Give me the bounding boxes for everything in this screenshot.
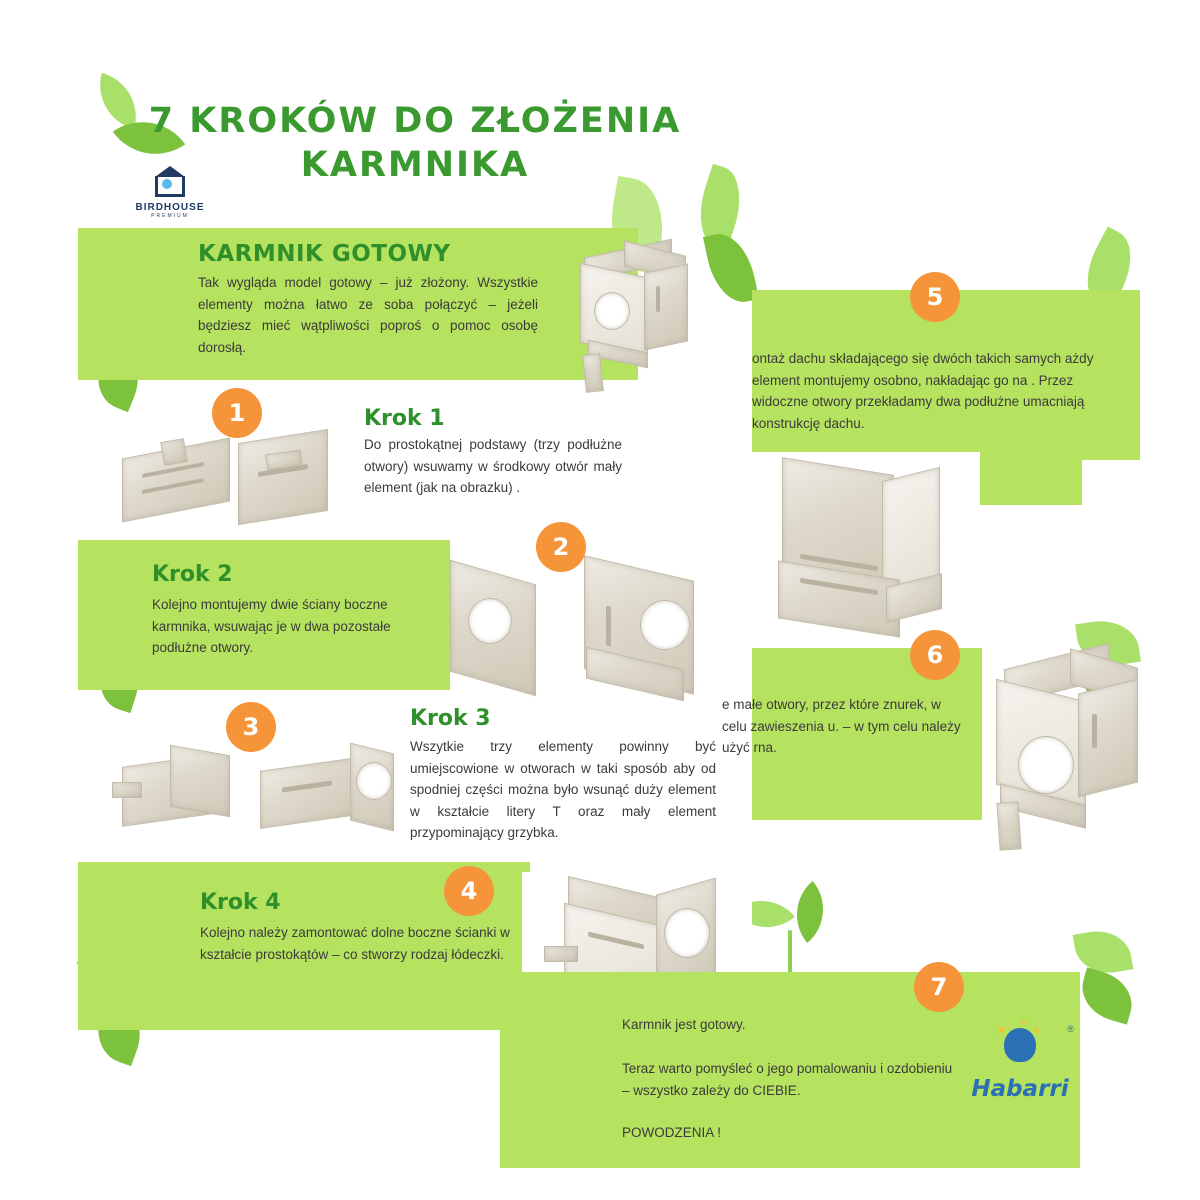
step3-body: Wszytkie trzy elementy powinny być umiejscowione w otworach w taki sposób aby od spodniej części można było wsunąć duży element w kształcie litery T oraz mały element przypominający grzybka.	[410, 739, 716, 841]
page-title-line2: KARMNIKA	[300, 144, 530, 185]
step3-title: Krok 3	[410, 706, 491, 731]
ready-section-title: KARMNIK GOTOWY	[198, 241, 451, 267]
step2-number: 2	[552, 533, 570, 561]
step4-body: Kolejno należy zamontować dolne boczne ścianki w kształcie prostokątów – co stworzy rodzaj łódeczki.	[200, 925, 510, 962]
step4-number-badge	[444, 866, 494, 916]
step6-hanging-holes-photo	[974, 644, 1174, 864]
page-title-line1: 7 KROKÓW DO ZŁOŻENIA	[148, 101, 682, 141]
step7-body-line2: Teraz warto pomyśleć o jego pomalowaniu i ozdobieniu – wszystko zależy do CIEBIE.	[622, 1061, 953, 1098]
step1-title: Krok 1	[364, 406, 445, 431]
step2-side-walls-photo	[440, 550, 720, 710]
habarri-wordmark: Habarri	[971, 1076, 1069, 1102]
step5-number: 5	[926, 283, 944, 311]
step7-number: 7	[930, 973, 948, 1001]
habarri-bird-icon: ★ ★ ★	[994, 1022, 1046, 1074]
step7-body-line3: POWODZENIA !	[622, 1125, 722, 1140]
step6-body: e małe otwory, przez które znurek, w celu zawieszenia u. – w tym celu należy użyć rna.	[722, 697, 961, 756]
step4-number: 4	[460, 877, 478, 905]
habarri-registered-mark: ®	[1067, 1024, 1074, 1034]
leaf-decoration	[1073, 926, 1134, 979]
assembled-birdfeeder-photo	[566, 242, 706, 392]
step4-title: Krok 4	[200, 890, 281, 915]
step2-title: Krok 2	[152, 562, 233, 587]
step6-number: 6	[926, 641, 944, 669]
step1-body: Do prostokątnej podstawy (trzy podłużne otwory) wsuwamy w środkowy otwór mały element (jak na obrazku) .	[364, 437, 622, 496]
step2-body: Kolejno montujemy dwie ściany boczne karmnika, wsuwając je w dwa pozostałe podłużne otwory.	[152, 597, 391, 656]
step3-t-element-photo	[110, 730, 400, 850]
step5-body: ontaż dachu składającego się dwóch takich samych ażdy element montujemy osobno, nakładając go na . Przez widoczne otwory przekładamy dwa podłużne umacniają konstrukcję dachu.	[752, 351, 1094, 431]
brand-name: BIRDHOUSE	[135, 202, 205, 213]
step1-number: 1	[228, 399, 246, 427]
birdhouse-icon	[152, 166, 188, 198]
step3-number: 3	[242, 713, 260, 741]
ready-section-body: Tak wygląda model gotowy – już złożony. Wszystkie elementy można łatwo ze soba połączyć – jeżeli będziesz mieć wątpliwości poproś o pomoc osobę dorosłą.	[198, 275, 538, 355]
brand-subtitle: PREMIUM	[151, 213, 189, 219]
step1-base-plates-photo	[114, 418, 344, 522]
step6-number-badge	[910, 630, 960, 680]
step5-number-badge	[910, 272, 960, 322]
step7-number-badge	[914, 962, 964, 1012]
brand-logo	[128, 166, 212, 219]
step7-body-line1: Karmnik jest gotowy.	[622, 1017, 746, 1032]
leaf-decoration	[1075, 967, 1139, 1024]
leaf-decoration	[703, 228, 759, 307]
habarri-logo	[960, 1018, 1080, 1102]
